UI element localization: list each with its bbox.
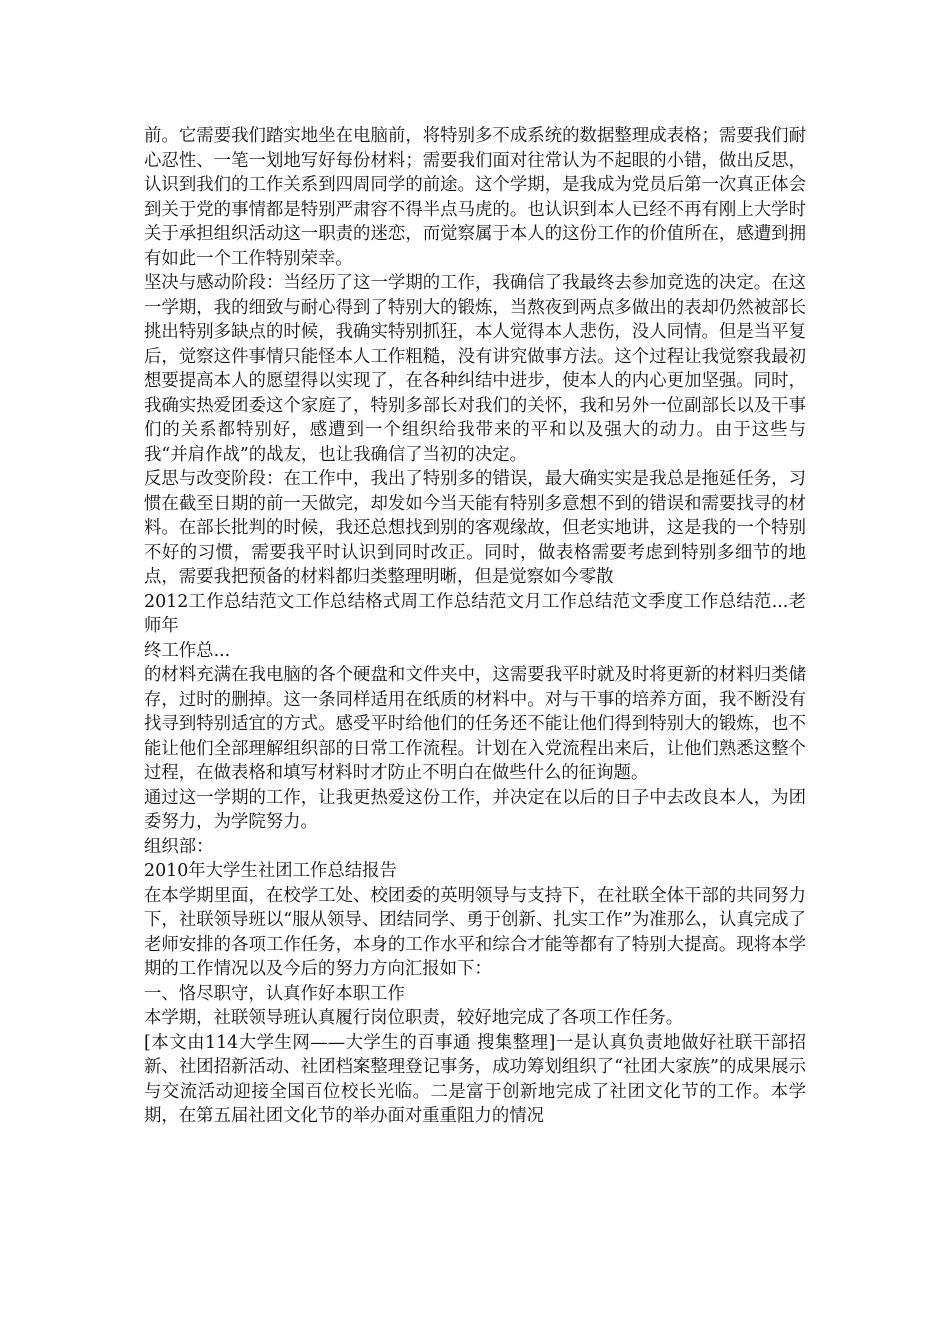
paragraph-7: 通过这一学期的工作，让我更热爱这份工作，并决定在以后的日子中去改良本人，为团委努力，为学院努力。 <box>144 787 806 832</box>
paragraph-1: 前。它需要我们踏实地坐在电脑前，将特别多不成系统的数据整理成表格；需要我们耐心忍性、一笔一划地写好每份材料；需要我们面对往常认为不起眼的小错，做出反思，认识到我们的工作关系到四周同学的前途。这个学期，是我成为党员后第一次真正体会到关于党的事情都是特别严肃容不得半点马虎的。也认识到本人已经不再有刚上大学时关于承担组织活动这一职责的迷恋，而觉察属于本人的这份工作的价值所在，感遭到拥有如此一个工作特别荣幸。 <box>144 126 806 269</box>
paragraph-10: 在本学期里面，在校学工处、校团委的英明领导与支持下，在社联全体干部的共同努力下，社联领导班以“服从领导、团结同学、勇于创新、扎实工作”为准那么，认真完成了老师安排的各项工作任务，本身的工作水平和综合才能等都有了特别大提高。现将本学期的工作情况以及今后的努力方向汇报如下： <box>144 885 806 979</box>
paragraph-11-heading: 一、恪尽职守，认真作好本职工作 <box>144 983 405 1004</box>
paragraph-8: 组织部： <box>144 836 214 857</box>
paragraph-3: 反思与改变阶段：在工作中，我出了特别多的错误，最大确实实是我总是拖延任务，习惯在截至日期的前一天做完，却发如今当天能有特别多意想不到的错误和需要找寻的材料。在部长批判的时候，我还总想找到别的客观缘故，但老实地讲，这是我的一个特别不好的习惯，需要我平时认识到同时改正。同时，做表格需要考虑到特别多细节的地点，需要我把预备的材料都归类整理明晰，但是觉察如今零散 <box>144 469 806 587</box>
paragraph-13: [本文由114大学生网——大学生的百事通 搜集整理]一是认真负责地做好社联干部招新、社团招新活动、社团档案整理登记事务，成功筹划组织了“社团大家族”的成果展示与交流活动迎接全国百位校长光临。二是富于创新地完成了社团文化节的工作。本学期，在第五届社团文化节的举办面对重重阻力的情况 <box>144 1032 806 1126</box>
paragraph-6: 的材料充满在我电脑的各个硬盘和文件夹中，这需要我平时就及时将更新的材料归类储存，过时的删掉。这一条同样适用在纸质的材料中。对与干事的培养方面，我不断没有找寻到特别适宜的方式。感受平时给他们的任务还不能让他们得到特别大的锻炼，也不能让他们全部理解组织部的日常工作流程。计划在入党流程出来后，让他们熟悉这整个过程，在做表格和填写材料时才防止不明白在做些什么的征询题。 <box>144 665 806 783</box>
paragraph-2: 坚决与感动阶段：当经历了这一学期的工作，我确信了我最终去参加竞选的决定。在这一学期，我的细致与耐心得到了特别大的锻炼，当熬夜到两点多做出的表却仍然被部长挑出特别多缺点的时候，我确实特别抓狂，本人觉得本人悲伤，没人同情。但是当平复后，觉察这件事情只能怪本人工作粗糙，没有讲究做事方法。这个过程让我觉察我最初想要提高本人的愿望得以实现了，在各种纠结中进步，使本人的内心更加坚强。同时，我确实热爱团委这个家庭了，特别多部长对我们的关怀，我和另外一位副部长以及干事们的关系都特别好，感遭到一个组织给我带来的平和以及强大的动力。由于这些与我“并肩作战”的战友，也让我确信了当初的决定。 <box>144 273 806 465</box>
paragraph-9-title: 2010年大学生社团工作总结报告 <box>144 861 397 881</box>
document-page <box>144 124 806 1129</box>
paragraph-12: 本学期，社联领导班认真履行岗位职责，较好地完成了各项工作任务。 <box>144 1008 684 1028</box>
paragraph-5: 终工作总... <box>144 640 231 661</box>
paragraph-4: 2012工作总结范文工作总结格式周工作总结范文月工作总结范文季度工作总结范...老师年 <box>144 591 806 636</box>
